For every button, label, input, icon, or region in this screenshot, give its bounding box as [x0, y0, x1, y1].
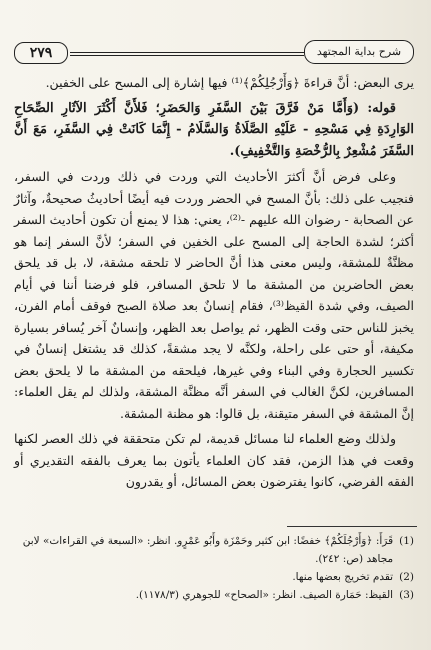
- footnote-3: [14, 586, 414, 604]
- footnote-number: (2): [399, 571, 414, 583]
- paragraph-1: يرى البعض: أنَّ قراءةَ ﴿وَأَرْجُلِكُمْ﴾⁽¹⁾ فيها إشارة إلى المسح على الخفين.: [45, 75, 414, 90]
- header-rule: [70, 52, 304, 56]
- footnote-text: القيظ: حَمَارة الصيف. انظر: «الصحاح» للجوهري (١١٧٨/٣).: [135, 589, 394, 601]
- footnotes: [14, 532, 414, 604]
- footnote-number: (3): [399, 589, 414, 601]
- running-title: شرح بداية المجتهد: [304, 40, 414, 64]
- paragraph-4: ولذلك وضع العلماء لنا مسائل قديمة، لم تكن متحققة في ذلك العصر لكنها وقعت في هذا الزمن، فقد كان العلماء يأتون بما يعرف بالفقه التقديري أو الفقه الفرضي، كانوا يفترضون بعض المسائل، أو يقدرون: [14, 431, 414, 489]
- footnote-number: (1): [399, 535, 414, 547]
- main-text: [14, 72, 414, 497]
- page-header: [14, 38, 414, 68]
- footnote-separator: [287, 526, 417, 527]
- page-number: ٢٧٩: [14, 42, 68, 64]
- footnote-text: قَرَأَ: ﴿وَأَرْجُلَكُمْ﴾ خفضًا: ابن كثير وحَمْزَة وأَبُو عَمْرٍو. انظر: «السبعة في القراءات» لابن مجاهد (ص: ٢٤٢).: [22, 535, 394, 565]
- footnote-2: [14, 568, 414, 586]
- paragraph-3: وعلى فرض أنَّ أكثرَ الأحاديث التي وردت في ذلك وردت في السفر، فنجيب على ذلك: بأنَّ المسح في الحضر وردت فيه أيضًا أحاديثُ صحيحةٌ، وآثارٌ عن الصحابة - رضوان الله عليهم -⁽²⁾، يعني: هذا لا يمنع أن تكون أحاديث السفر أكثر؛ لشدة الحاجة إلى المسح على الخفين في السفر؛ لأنَّ السفر إنما هو مظنَّةٌ للمشقة، وليس معنى هذا أنَّ الحاضر لا تلحقه مشقة، لا، بل قد يلحق بعض الحاضرين من المشقة ما لا تلحق المسافر، فلو فرضنا أننا في أيام الصيف، وفي شدة القيظ⁽³⁾، فقام إنسانٌ بعد صلاة الصبح فوقف أمام الفرن، يخبز للناس حتى وقت الظهر، ثم يواصل بعد الظهر، وإنسانٌ آخر يُسافر بسيارة مكيفة، أو حتى على راحلة، ولكنَّه لا يجد مشقةً، كذلك قد يشتغل إنسانٌ في تكسير الحجارة وفي البناء وفي غيرها، فيلحقه من المشقة ما لا يلحق بعض المسافرين، لكنَّ الغالب في السفر أنَّه مظنَّة المشقة، ولذلك لم يقل العلماء: إنَّ المشقة في السفر متيقنة، بل قالوا: هو مظنة المشقة.: [14, 169, 415, 421]
- footnote-1: [14, 532, 414, 568]
- paragraph-2-matn-quote: قوله: (وَأَمَّا مَنْ فَرَّقَ بَيْنَ السَّفَرِ وَالحَضَرِ؛ فَلأَنَّ أَكْثَرَ الآثَارِ الصِّحَاحِ الوَارِدَةِ فِي مَسْحِهِ - عَلَيْهِ الصَّلَاةُ وَالسَّلَامُ - إِنَّمَا كَانَتْ فِي السَّفَرِ، مَعَ أَنَّ السَّفَرَ مُشْعِرٌ بِالرُّخْصَةِ وَالتَّخْفِيفِ).: [14, 100, 414, 159]
- footnote-text: تقدم تخريج بعضها منها.: [292, 571, 394, 583]
